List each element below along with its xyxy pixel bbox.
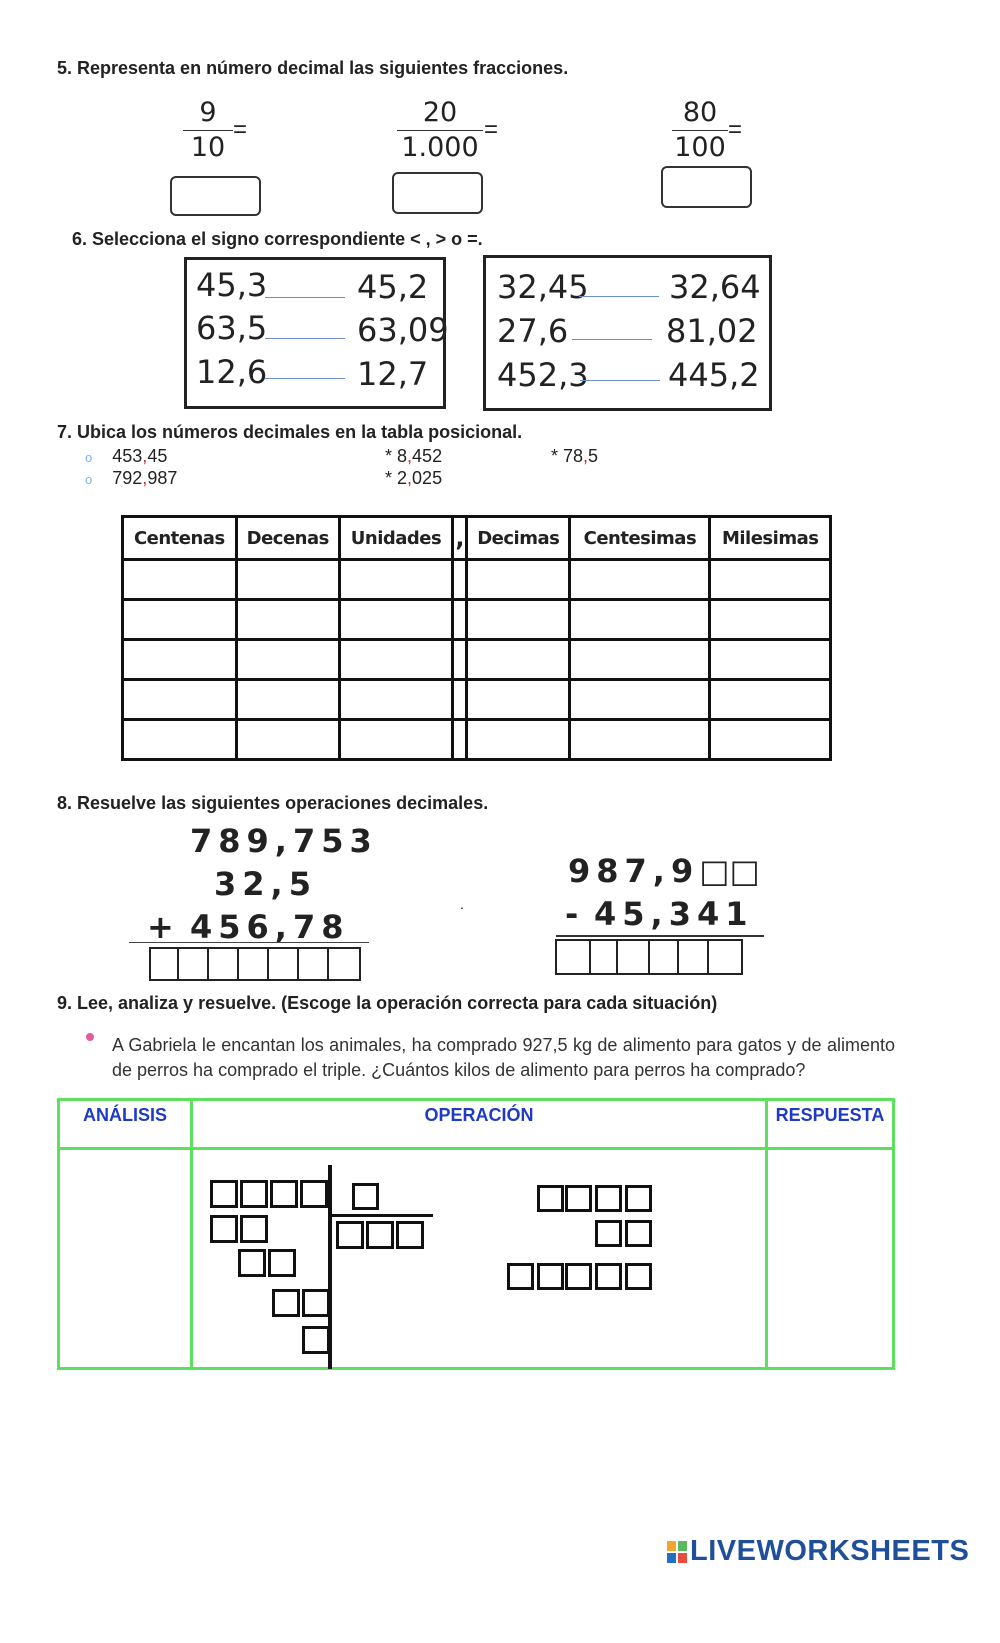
table-cell[interactable] — [710, 560, 831, 600]
col-header: Decimas — [467, 517, 570, 560]
digit-box[interactable] — [537, 1263, 564, 1290]
equals-sign: = — [484, 116, 499, 143]
digit-box[interactable] — [595, 1185, 622, 1212]
addend-3: 456,78 — [190, 908, 350, 946]
quotient-box[interactable] — [366, 1221, 394, 1249]
table-cell[interactable] — [236, 560, 339, 600]
table-row — [123, 720, 831, 760]
digit-placeholder: □□ — [699, 852, 760, 890]
list-item: * 8,452 — [385, 446, 443, 466]
list-item: * 2,025 — [385, 468, 443, 488]
table-cell[interactable] — [710, 680, 831, 720]
fraction-3: $\frac{80}{100}$ — [672, 96, 728, 165]
table-cell[interactable] — [339, 680, 452, 720]
table-cell[interactable] — [123, 600, 237, 640]
table-cell[interactable] — [710, 640, 831, 680]
table-cell[interactable] — [570, 560, 710, 600]
addend-2: 32,5 — [214, 865, 317, 903]
table-cell[interactable] — [453, 720, 467, 760]
difference-answer-cells[interactable] — [555, 939, 743, 975]
digit-box[interactable] — [272, 1289, 300, 1317]
analysis-cell[interactable] — [59, 1149, 192, 1369]
quotient-box[interactable] — [396, 1221, 424, 1249]
q9-title: 9. Lee, analiza y resuelve. (Escoge la operación correcta para cada situación) — [57, 993, 718, 1013]
addend-1: 789,753 — [190, 822, 378, 860]
q6-title: 6. Selecciona el signo correspondiente < , > o =. — [72, 229, 483, 249]
divisor-box[interactable] — [352, 1183, 379, 1210]
comparison-box-left — [184, 257, 449, 409]
liveworksheets-logo-icon — [666, 1540, 688, 1564]
table-row — [123, 560, 831, 600]
sign-blank[interactable] — [265, 297, 345, 298]
number: 452,3 — [497, 356, 589, 394]
table-cell[interactable] — [123, 720, 237, 760]
number: 63,09 — [357, 311, 449, 349]
digit-box[interactable] — [625, 1220, 652, 1247]
digit-box[interactable] — [210, 1180, 238, 1208]
table-cell[interactable] — [123, 640, 237, 680]
division-horizontal-line — [330, 1214, 433, 1217]
col-header: , — [453, 517, 467, 560]
number: 12,7 — [357, 355, 429, 393]
digit-box[interactable] — [565, 1263, 592, 1290]
col-header: Unidades — [339, 517, 452, 560]
number: 27,6 — [497, 312, 569, 350]
table-cell[interactable] — [339, 640, 452, 680]
digit-box[interactable] — [537, 1185, 564, 1212]
table-cell[interactable] — [570, 640, 710, 680]
q5-title: 5. Representa en número decimal las siguientes fracciones. — [57, 58, 569, 78]
subtrahend: 45,341 — [594, 895, 754, 933]
number: 45,3 — [196, 266, 268, 304]
table-cell[interactable] — [236, 640, 339, 680]
footer-brand — [666, 1535, 969, 1568]
sum-answer-cells[interactable] — [149, 947, 361, 981]
table-cell[interactable] — [339, 560, 452, 600]
sign-blank[interactable] — [265, 338, 345, 339]
table-cell[interactable] — [710, 600, 831, 640]
col-header: OPERACIÓN — [192, 1100, 767, 1149]
digit-box[interactable] — [595, 1220, 622, 1247]
sign-blank[interactable] — [580, 380, 660, 381]
minus-sign: - — [565, 895, 585, 933]
table-cell[interactable] — [467, 600, 570, 640]
q8-title: 8. Resuelve las siguientes operaciones decimales. — [57, 793, 489, 813]
bullet-icon: o — [85, 472, 93, 487]
sign-blank[interactable] — [265, 378, 345, 379]
table-cell[interactable] — [467, 560, 570, 600]
digit-box[interactable] — [268, 1249, 296, 1277]
difference-line — [556, 935, 764, 937]
table-cell[interactable] — [453, 640, 467, 680]
digit-box[interactable] — [210, 1215, 238, 1243]
analysis-table — [57, 1098, 895, 1370]
digit-box[interactable] — [595, 1263, 622, 1290]
table-cell[interactable] — [453, 600, 467, 640]
table-cell[interactable] — [123, 560, 237, 600]
number: 45,2 — [357, 268, 429, 306]
digit-box[interactable] — [270, 1180, 298, 1208]
table-row — [123, 640, 831, 680]
answer-cell[interactable] — [767, 1149, 894, 1369]
plus-sign: + — [147, 908, 180, 946]
table-cell[interactable] — [467, 680, 570, 720]
table-cell[interactable] — [710, 720, 831, 760]
table-cell[interactable] — [339, 720, 452, 760]
place-value-table — [121, 515, 832, 761]
digit-box[interactable] — [625, 1263, 652, 1290]
table-cell[interactable] — [123, 680, 237, 720]
table-cell[interactable] — [236, 600, 339, 640]
col-header: ANÁLISIS — [59, 1100, 192, 1149]
sum-line — [129, 942, 369, 943]
bullet-icon — [86, 1033, 94, 1041]
digit-box[interactable] — [625, 1185, 652, 1212]
equals-sign: = — [728, 116, 743, 143]
col-header: RESPUESTA — [767, 1100, 894, 1149]
digit-box[interactable] — [238, 1249, 266, 1277]
table-cell[interactable] — [339, 600, 452, 640]
table-cell[interactable] — [467, 640, 570, 680]
bullet-icon: o — [85, 450, 93, 465]
number: 81,02 — [666, 312, 758, 350]
digit-box[interactable] — [565, 1185, 592, 1212]
answer-box-3[interactable] — [661, 166, 752, 208]
table-cell[interactable] — [236, 680, 339, 720]
fraction-2: $\frac{20}{1.000}$ — [397, 96, 483, 165]
digit-box[interactable] — [300, 1180, 328, 1208]
table-cell[interactable] — [453, 680, 467, 720]
comparison-box-right — [483, 255, 772, 411]
col-header: Centenas — [123, 517, 237, 560]
table-row — [123, 680, 831, 720]
table-cell[interactable] — [570, 600, 710, 640]
brand-text: LIVEWORKSHEETS — [690, 1535, 970, 1567]
table-row — [123, 600, 831, 640]
list-item: o 792,987 — [85, 468, 178, 488]
table-cell[interactable] — [453, 560, 467, 600]
problem-text: A Gabriela le encantan los animales, ha comprado 927,5 kg de alimento para gatos y de alimento de perros ha comprado el triple. ¿Cuántos kilos de alimento para perros ha comprado? — [112, 1035, 895, 1080]
equals-sign: = — [233, 116, 248, 143]
digit-box[interactable] — [507, 1263, 534, 1290]
table-cell[interactable] — [236, 720, 339, 760]
sign-blank[interactable] — [579, 296, 659, 297]
digit-box[interactable] — [240, 1180, 268, 1208]
answer-box-2[interactable] — [392, 172, 483, 214]
list-item: * 78,5 — [551, 446, 599, 466]
remainder-box[interactable] — [302, 1326, 330, 1354]
minuend: 987,9□□ — [568, 852, 760, 890]
q7-title: 7. Ubica los números decimales en la tabla posicional. — [57, 422, 523, 442]
col-header: Centesimas — [570, 517, 710, 560]
number: 445,2 — [668, 356, 760, 394]
col-header: Milesimas — [710, 517, 831, 560]
table-cell[interactable] — [570, 680, 710, 720]
quotient-box[interactable] — [336, 1221, 364, 1249]
number: 12,6 — [196, 353, 268, 391]
number: 32,45 — [497, 268, 589, 306]
table-cell[interactable] — [570, 720, 710, 760]
digit-box[interactable] — [240, 1215, 268, 1243]
list-item: o 453,45 — [85, 446, 168, 466]
table-cell[interactable] — [467, 720, 570, 760]
sign-blank[interactable] — [572, 339, 652, 340]
number: 32,64 — [669, 268, 761, 306]
col-header: Decenas — [236, 517, 339, 560]
fraction-1: $\frac{9}{10}$ — [183, 96, 233, 165]
answer-box-1[interactable] — [170, 176, 261, 216]
digit-box[interactable] — [302, 1289, 330, 1317]
number: 63,5 — [196, 309, 268, 347]
stray-dot: . — [460, 896, 464, 912]
